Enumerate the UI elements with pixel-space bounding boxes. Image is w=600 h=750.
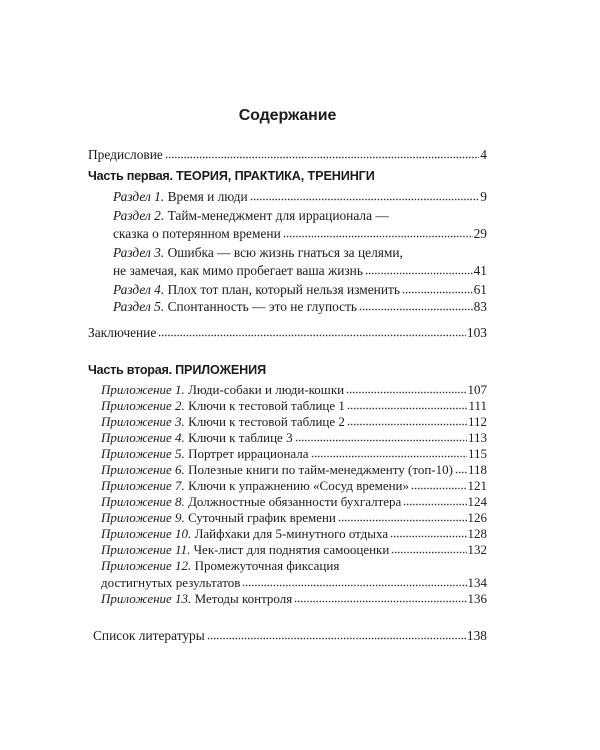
- toc-entry-section: [113, 207, 487, 225]
- appendix-prefix: Приложение 5.: [101, 446, 185, 461]
- toc-entry-label: [113, 188, 248, 206]
- section-prefix: Раздел 4.: [113, 282, 165, 297]
- toc-leader: [402, 291, 473, 294]
- appendix-prefix: Приложение 10.: [101, 526, 192, 541]
- toc-leader: [295, 439, 467, 442]
- toc-page-number: 136: [467, 591, 487, 606]
- appendix-prefix: Приложение 9.: [101, 510, 185, 525]
- section-title-continued: сказка о потерянном времени: [113, 226, 281, 241]
- toc-entry-label: [101, 590, 292, 608]
- toc-entry-preface: [88, 146, 487, 164]
- toc-leader: [403, 503, 466, 506]
- part-heading-title: ТЕОРИЯ, ПРАКТИКА, ТРЕНИНГИ: [176, 169, 375, 183]
- appendix-title: Люди-собаки и люди-кошки: [188, 382, 345, 397]
- part-heading-prefix: Часть вторая.: [88, 363, 172, 377]
- toc-leader: [294, 600, 466, 603]
- toc-leader: [346, 391, 466, 394]
- appendix-title: Ключи к упражнению «Сосуд времени»: [188, 478, 410, 493]
- section-title: Спонтанность — это не глупость: [167, 299, 358, 314]
- toc-entry-section-continued: [113, 225, 487, 243]
- appendix-title: Суточный график времени: [188, 510, 336, 525]
- toc-page-number: 83: [473, 299, 487, 314]
- toc-entry-section: [113, 298, 487, 316]
- appendix-prefix: Приложение 2.: [101, 398, 185, 413]
- toc-entry-section: [113, 244, 487, 262]
- part-heading-1: [88, 167, 487, 185]
- toc-entry-label: Предисловие: [88, 147, 163, 162]
- appendix-title: Портрет иррационала: [188, 446, 309, 461]
- section-prefix: Раздел 2.: [113, 208, 165, 223]
- appendix-prefix: Приложение 3.: [101, 414, 185, 429]
- toc-entry-appendix: [101, 590, 487, 608]
- table-of-contents: [88, 0, 487, 750]
- section-prefix: Раздел 5.: [113, 299, 165, 314]
- section-title: Ошибка — всю жизнь гнаться за целями,: [167, 245, 403, 260]
- toc-page-number: 4: [480, 147, 487, 162]
- appendix-title: Должностные обязанности бухгалтера: [188, 494, 402, 509]
- appendix-prefix: Приложение 1.: [101, 382, 185, 397]
- toc-page-number: 103: [466, 325, 487, 340]
- appendix-prefix: Приложение 12.: [101, 558, 192, 573]
- appendix-prefix: Приложение 6.: [101, 462, 185, 477]
- toc-leader: [390, 535, 466, 538]
- section-prefix: Раздел 1.: [113, 189, 165, 204]
- toc-leader: [283, 235, 473, 238]
- toc-page-number: 41: [473, 263, 487, 278]
- toc-leader: [250, 198, 480, 201]
- appendix-title: Полезные книги по тайм-менеджменту (топ-10): [188, 462, 453, 477]
- toc-page-number: 128: [467, 526, 487, 541]
- toc-leader: [207, 637, 466, 640]
- toc-entry-conclusion: [88, 324, 487, 342]
- toc-leader: [242, 584, 466, 587]
- toc-page-number: 61: [473, 282, 487, 297]
- toc-page-number: 29: [473, 226, 487, 241]
- appendix-prefix: Приложение 4.: [101, 430, 185, 445]
- toc-entry-section: [113, 281, 487, 299]
- appendix-prefix: Приложение 7.: [101, 478, 185, 493]
- appendix-title-continued: достигнутых результатов: [101, 575, 241, 590]
- toc-entry-label: [113, 281, 400, 299]
- part-heading-2: [88, 361, 487, 379]
- toc-leader: [391, 551, 466, 554]
- toc-leader: [365, 272, 473, 275]
- appendix-title: Ключи к таблице 3: [188, 430, 293, 445]
- appendix-title: Ключи к тестовой таблице 1: [188, 398, 345, 413]
- toc-entry-appendix: [101, 557, 487, 575]
- page-title: Содержание: [238, 107, 337, 124]
- appendix-prefix: Приложение 8.: [101, 494, 185, 509]
- toc-leader: [411, 487, 466, 490]
- toc-leader: [359, 308, 473, 311]
- toc-page-number: 134: [467, 575, 487, 590]
- toc-page-number: 118: [467, 462, 487, 477]
- appendix-title: Ключи к тестовой таблице 2: [188, 414, 345, 429]
- toc-page-number: 107: [467, 382, 487, 397]
- toc-leader: [455, 471, 467, 474]
- toc-entry-section: [113, 188, 487, 206]
- toc-page-number: 9: [480, 189, 487, 204]
- toc-entry-label: Список литературы: [93, 628, 205, 643]
- toc-page-number: 113: [467, 430, 487, 445]
- toc-entry-label: Заключение: [88, 325, 157, 340]
- section-title: Плох тот план, который нельзя изменить: [167, 282, 400, 297]
- toc-page-number: 132: [467, 542, 487, 557]
- toc-leader: [347, 423, 467, 426]
- toc-page-number: 111: [468, 398, 487, 413]
- appendix-title: Промежуточная фиксация: [194, 558, 340, 573]
- section-title: Время и люди: [167, 189, 248, 204]
- toc-entry-section-continued: [113, 262, 487, 280]
- part-heading-prefix: Часть первая.: [88, 169, 173, 183]
- toc-entry-bibliography: [93, 627, 487, 645]
- toc-page-number: 126: [467, 510, 487, 525]
- toc-leader: [165, 156, 479, 159]
- toc-entry-label: [113, 298, 357, 316]
- toc-page-number: 124: [467, 494, 487, 509]
- section-title: Тайм-менеджмент для иррационала —: [167, 208, 389, 223]
- toc-leader: [347, 407, 468, 410]
- toc-page-number: 112: [467, 414, 487, 429]
- toc-leader: [158, 334, 466, 337]
- toc-leader: [338, 519, 467, 522]
- section-prefix: Раздел 3.: [113, 245, 165, 260]
- toc-leader: [311, 455, 467, 458]
- toc-page-number: 115: [467, 446, 487, 461]
- part-heading-title: ПРИЛОЖЕНИЯ: [175, 363, 267, 377]
- toc-page-number: 121: [467, 478, 487, 493]
- appendix-prefix: Приложение 13.: [101, 591, 192, 606]
- toc-page-number: 138: [466, 628, 487, 643]
- appendix-title: Методы контроля: [194, 591, 293, 606]
- appendix-title: Чек-лист для поднятия самооценки: [193, 542, 390, 557]
- section-title-continued: не замечая, как мимо пробегает ваша жизнь: [113, 263, 363, 278]
- appendix-title: Лайфхаки для 5-минутного отдыха: [194, 526, 389, 541]
- appendix-prefix: Приложение 11.: [101, 542, 191, 557]
